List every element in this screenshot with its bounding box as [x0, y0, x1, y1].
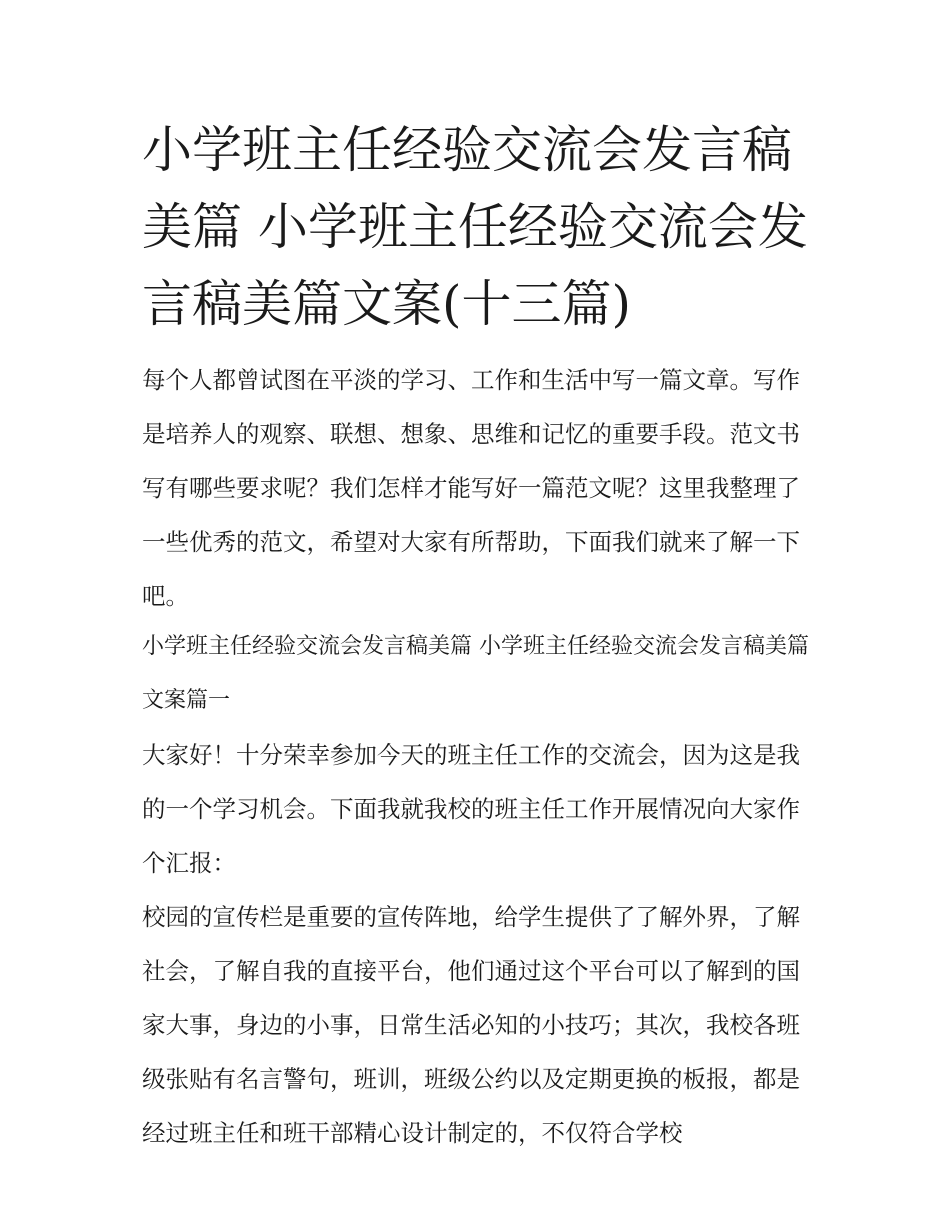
intro-paragraph: 每个人都曾试图在平淡的学习、工作和生活中写一篇文章。写作是培养人的观察、联想、想象、思维和记忆的重要手段。范文书写有哪些要求呢？我们怎样才能写好一篇范文呢？这里我整理了一些优秀的范文，希望对大家有所帮助，下面我们就来了解一下吧。 — [142, 366, 800, 610]
body-paragraph-2: 校园的宣传栏是重要的宣传阵地，给学生提供了了解外界，了解社会，了解自我的直接平台，他们通过这个平台可以了解到的国家大事，身边的小事，日常生活必知的小技巧；其次，我校各班级张贴有名言警句，班训，班级公约以及定期更换的板报，都是经过班主任和班干部精心设计制定的，不仅符合学校 — [142, 903, 800, 1147]
body-paragraph-1: 大家好！十分荣幸参加今天的班主任工作的交流会，因为这是我的一个学习机会。下面我就我校的班主任工作开展情况向大家作个汇报： — [142, 741, 800, 877]
document-title: 小学班主任经验交流会发言稿美篇 小学班主任经验交流会发言稿美篇文案(十三篇) — [142, 121, 808, 333]
document-page — [142, 112, 814, 1160]
section-heading: 小学班主任经验交流会发言稿美篇 小学班主任经验交流会发言稿美篇文案篇一 — [142, 634, 809, 713]
